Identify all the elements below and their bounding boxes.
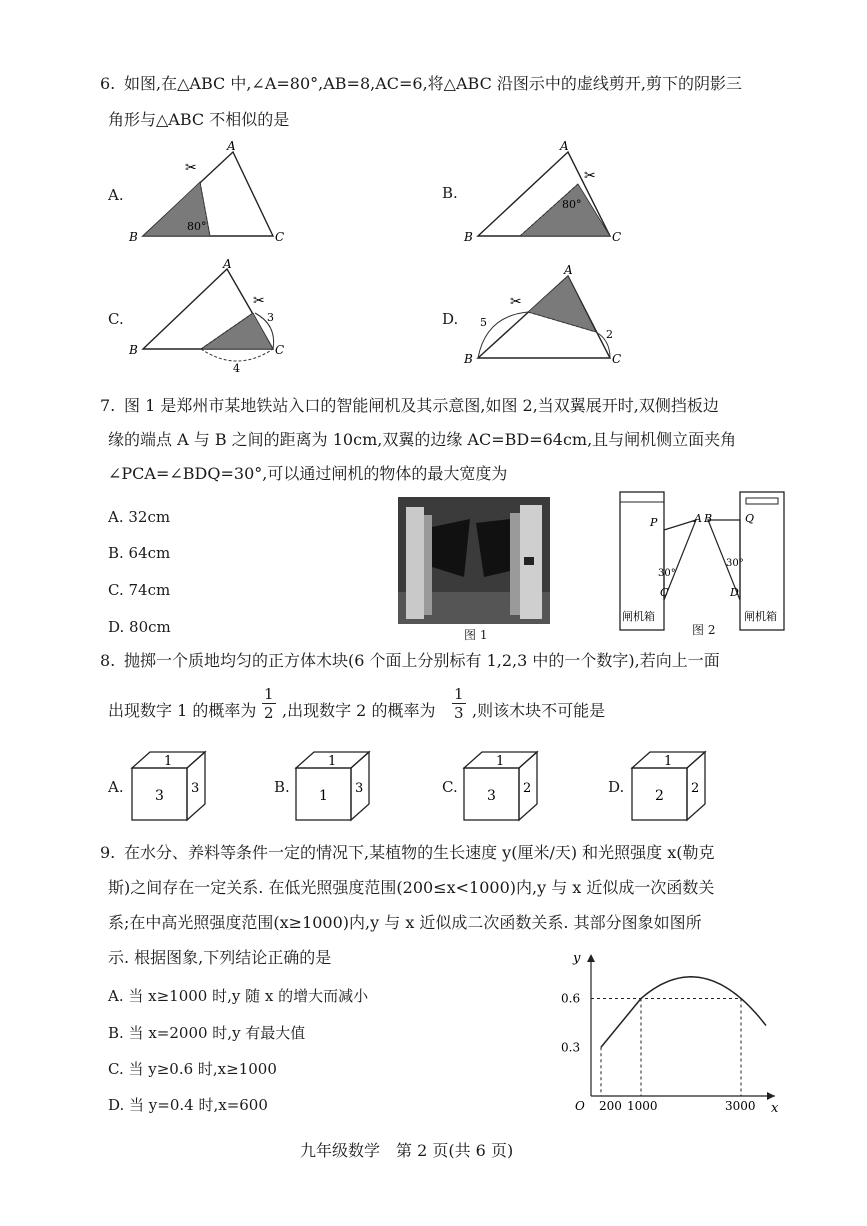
- page-footer: 九年级数学 第 2 页(共 6 页): [300, 1141, 514, 1160]
- graph-quadratic-curve: [641, 977, 766, 1026]
- q6-d-label-c: C: [612, 352, 622, 366]
- gate-indicator: [524, 557, 534, 565]
- q6-option-d-figure: [460, 262, 630, 372]
- graph-origin-label: O: [575, 1099, 585, 1113]
- q6-option-c-letter: C.: [108, 310, 124, 328]
- fig2-label-q: Q: [745, 512, 755, 525]
- q6-number: 6.: [100, 74, 116, 93]
- q6-b-scissors-icon: ✂: [584, 168, 596, 184]
- q6-d-side2: 2: [606, 328, 613, 341]
- q8-frac2-num: 1: [454, 685, 464, 703]
- q7-figure2-caption: 图 2: [692, 623, 716, 637]
- q6-d-side1: 5: [480, 316, 487, 329]
- q6-c-label-c: C: [275, 343, 285, 357]
- graph-y-axis-label: y: [573, 951, 581, 966]
- q6-c-arc-bottom: [201, 349, 273, 361]
- graph-linear-segment: [601, 999, 641, 1048]
- graph-y-tick-0.3: 0.3: [561, 1040, 581, 1055]
- q9-option-a: A. 当 x≥1000 时,y 随 x 的增大而减小: [108, 987, 369, 1005]
- q6-c-side2: 4: [233, 362, 240, 375]
- q7-text-line1: 图 1 是郑州市某地铁站入口的智能闸机及其示意图,如图 2,当双翼展开时,双侧挡板边: [124, 396, 719, 415]
- q6-d-scissors-icon: ✂: [510, 294, 522, 310]
- fig2-label-b: B: [704, 512, 713, 525]
- fig2-left-wing: [664, 520, 696, 600]
- q6-option-b-figure: [460, 140, 630, 245]
- graph-x-arrow: [767, 1092, 775, 1100]
- cube-c-top-number: 1: [496, 754, 505, 769]
- fig2-label-c: C: [660, 586, 669, 599]
- cube-b-front-number: 1: [319, 788, 328, 804]
- q8-fraction-1: [262, 685, 276, 722]
- q8-text-line2b: ,出现数字 2 的概率为: [282, 701, 436, 720]
- q6-text-line2: 角形与△ABC 不相似的是: [108, 110, 290, 129]
- q8-option-b-letter: B.: [274, 778, 290, 796]
- q7-figure2-diagram: [612, 488, 787, 633]
- q7-option-a: A. 32cm: [108, 508, 171, 526]
- q6-c-label-a: A: [223, 257, 232, 271]
- fig2-right-slot: [746, 498, 778, 504]
- q6-text-line1: 如图,在△ABC 中,∠A=80°,AB=8,AC=6,将△ABC 沿图示中的虚线剪开,剪下的阴影三: [124, 74, 743, 93]
- cube-a-front-number: 3: [155, 788, 164, 804]
- q6-option-a-letter: A.: [108, 186, 124, 204]
- q9-text-line3: 系;在中高光照强度范围(x≥1000)内,y 与 x 近似成二次函数关系. 其部分图象如图所: [108, 913, 702, 932]
- q8-frac1-den: 2: [264, 704, 274, 722]
- q9-number: 9.: [100, 843, 116, 862]
- q6-a-label-a: A: [227, 140, 236, 153]
- q8-option-c-letter: C.: [442, 778, 458, 796]
- cube-a-top-number: 1: [164, 754, 173, 769]
- q7-figure1-photo: [398, 497, 550, 624]
- q6-b-angle: 80°: [562, 198, 582, 211]
- graph-y-tick-0.6: 0.6: [561, 991, 581, 1006]
- q6-a-angle: 80°: [187, 220, 207, 233]
- q8-option-a-letter: A.: [108, 778, 124, 796]
- graph-x-tick-1000: 1000: [627, 1099, 658, 1113]
- q8-option-d-cube: [630, 750, 710, 825]
- gate-right-panel: [510, 513, 520, 615]
- q9-option-b: B. 当 x=2000 时,y 有最大值: [108, 1024, 306, 1042]
- q6-b-label-a: A: [560, 140, 569, 153]
- q9-text-line4: 示. 根据图象,下列结论正确的是: [108, 948, 332, 967]
- q8-option-a-cube: [130, 750, 210, 825]
- q9-option-d: D. 当 y=0.4 时,x=600: [108, 1096, 268, 1114]
- q8-frac1-num: 1: [264, 685, 274, 703]
- q6-option-c-figure: [125, 255, 295, 375]
- q7-text-line3: ∠PCA=∠BDQ=30°,可以通过闸机的物体的最大宽度为: [108, 464, 508, 483]
- q6-a-label-c: C: [275, 230, 285, 244]
- q6-option-b-letter: B.: [442, 184, 458, 202]
- q6-d-shaded-triangle: [528, 276, 596, 332]
- q7-option-b: B. 64cm: [108, 544, 171, 562]
- q9-text-line1: 在水分、养料等条件一定的情况下,某植物的生长速度 y(厘米/天) 和光照强度 x(勒克: [124, 843, 715, 862]
- q8-frac2-den: 3: [454, 704, 464, 722]
- q8-option-d-letter: D.: [608, 778, 625, 796]
- gate-left-wing: [432, 519, 470, 577]
- cube-d-front-number: 2: [655, 788, 664, 804]
- q8-text-line1: 抛掷一个质地均匀的正方体木块(6 个面上分别标有 1,2,3 中的一个数字),若向上一面: [124, 651, 720, 670]
- q9-function-graph: [555, 948, 795, 1118]
- q6-option-a-figure: [125, 140, 295, 245]
- q8-option-c-cube: [462, 750, 542, 825]
- gate-left-panel: [424, 515, 432, 615]
- q6-c-label-b: B: [129, 343, 138, 357]
- q6-c-scissors-icon: ✂: [253, 293, 265, 309]
- fig2-box-right-label: 闸机箱: [744, 610, 777, 623]
- fig2-angle-right: 30°: [726, 558, 744, 569]
- graph-y-arrow: [587, 954, 595, 962]
- graph-x-tick-3000: 3000: [725, 1099, 756, 1113]
- q6-c-side1: 3: [267, 311, 274, 324]
- fig2-box-left-label: 闸机箱: [622, 610, 655, 623]
- graph-x-axis-label: x: [771, 1101, 779, 1116]
- q6-d-label-a: A: [564, 263, 573, 277]
- q6-option-d-letter: D.: [442, 310, 459, 328]
- q8-number: 8.: [100, 651, 116, 670]
- cube-c-front-number: 3: [487, 788, 496, 804]
- gate-left-cabinet: [406, 507, 424, 619]
- cube-a-side-number: 3: [191, 781, 200, 796]
- q6-b-label-c: C: [612, 230, 622, 244]
- q8-text-line2a: 出现数字 1 的概率为: [108, 701, 257, 720]
- q9-option-c: C. 当 y≥0.6 时,x≥1000: [108, 1060, 277, 1078]
- q9-text-line2: 斯)之间存在一定关系. 在低光照强度范围(200≤x<1000)内,y 与 x 近似成一次函数关: [108, 878, 715, 897]
- q6-d-label-b: B: [464, 352, 473, 366]
- fig2-label-a: A: [694, 512, 702, 525]
- cube-b-side-number: 3: [355, 781, 364, 796]
- fig2-label-p: P: [650, 516, 658, 529]
- q8-text-line2c: ,则该木块不可能是: [472, 701, 606, 720]
- q6-b-label-b: B: [464, 230, 473, 244]
- q7-option-d: D. 80cm: [108, 618, 171, 636]
- q7-text-line2: 缘的端点 A 与 B 之间的距离为 10cm,双翼的边缘 AC=BD=64cm,且与闸机侧立面夹角: [108, 430, 737, 449]
- q6-a-scissors-icon: ✂: [185, 160, 197, 176]
- q7-number: 7.: [100, 396, 116, 415]
- cube-c-side-number: 2: [523, 781, 532, 796]
- q7-gate-photo-illustration: [398, 497, 550, 624]
- q6-a-label-b: B: [129, 230, 138, 244]
- cube-d-side-number: 2: [691, 781, 700, 796]
- fig2-angle-left: 30°: [658, 568, 676, 579]
- cube-b-top-number: 1: [328, 754, 337, 769]
- q8-fraction-2: [452, 685, 466, 722]
- cube-d-top-number: 1: [664, 754, 673, 769]
- graph-x-tick-200: 200: [599, 1099, 622, 1113]
- fig2-label-d: D: [730, 586, 739, 599]
- q7-option-c: C. 74cm: [108, 581, 171, 599]
- q8-option-b-cube: [294, 750, 374, 825]
- q7-figure1-caption: 图 1: [464, 628, 488, 642]
